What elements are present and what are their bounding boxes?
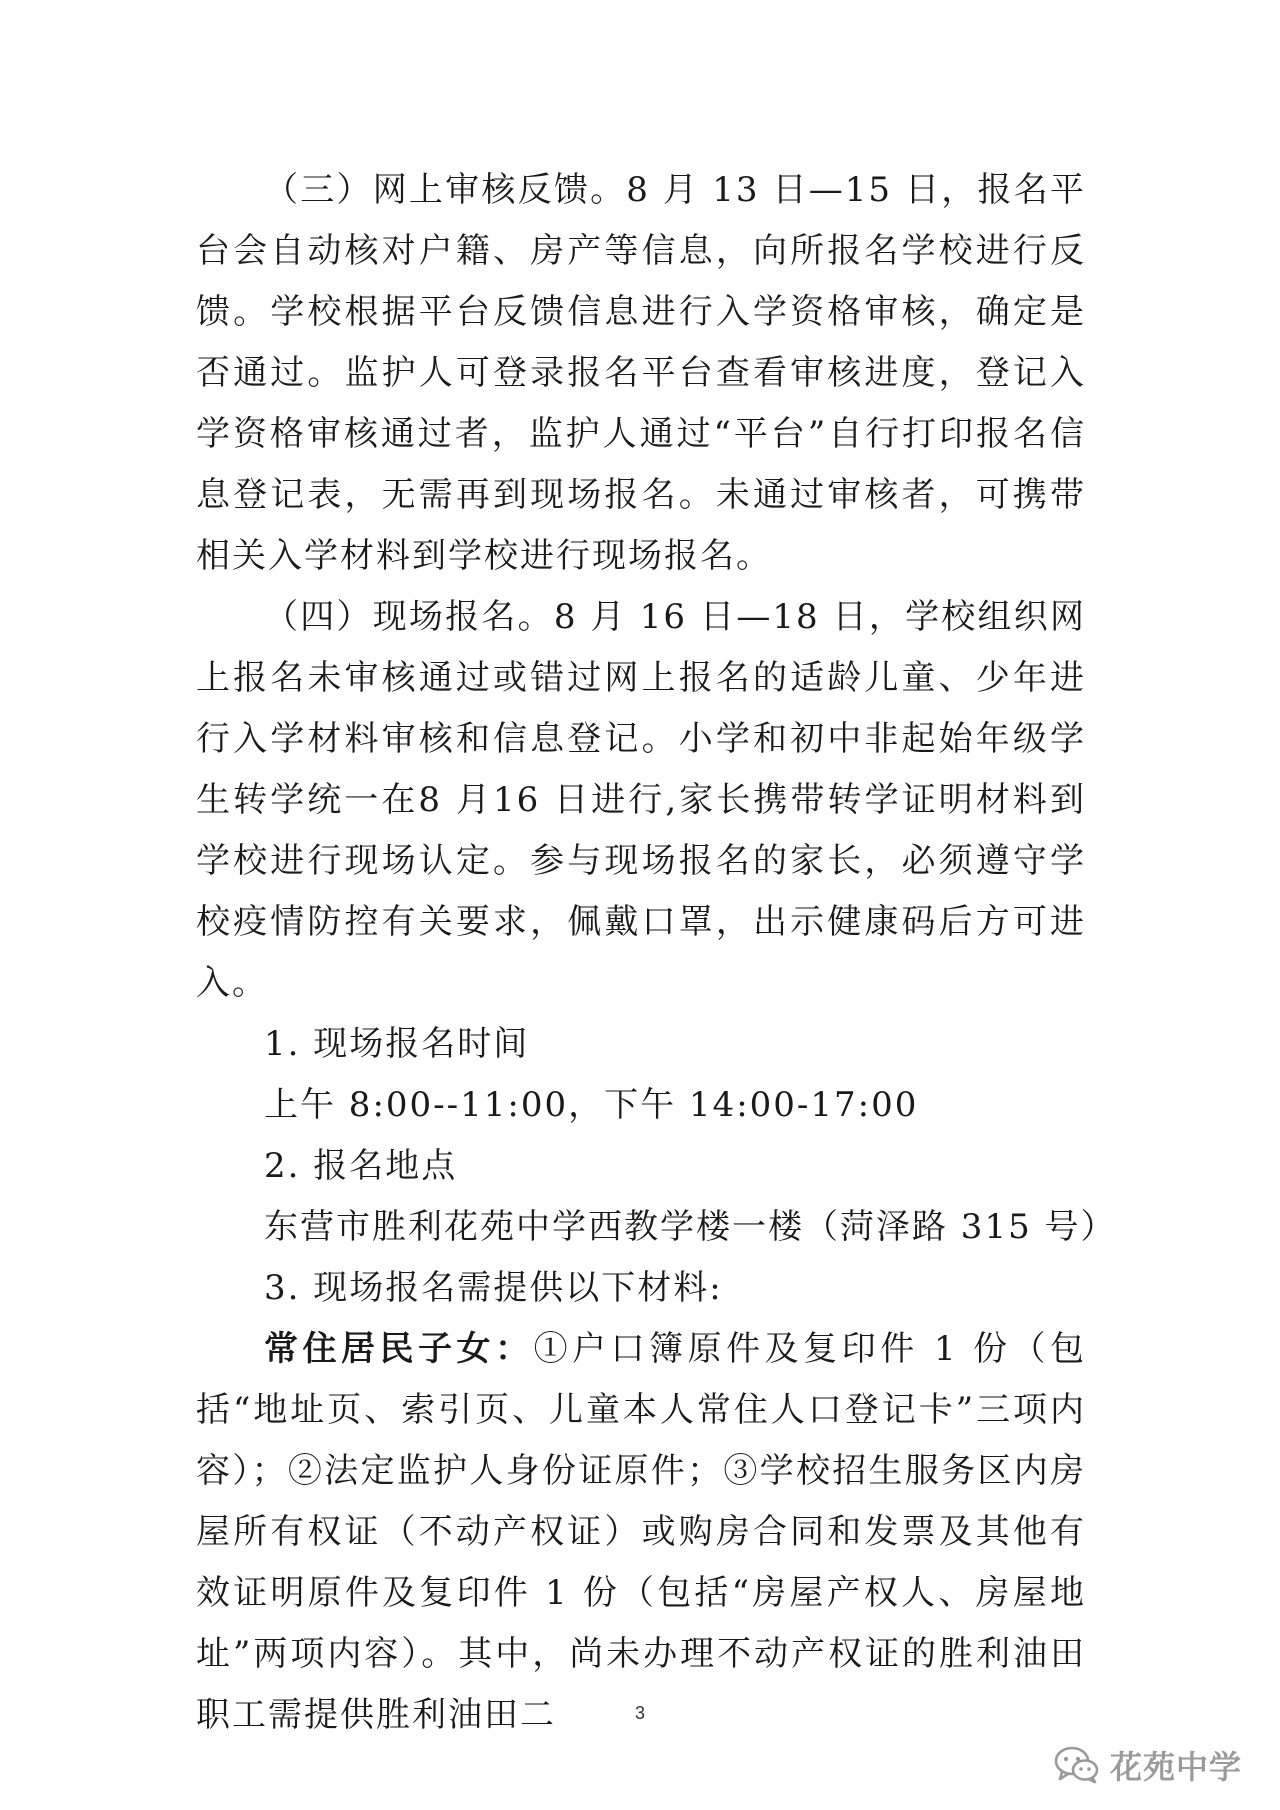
item-materials-heading: 3. 现场报名需提供以下材料: <box>264 1268 723 1308</box>
item-place-value: 东营市胜利花苑中学西教学楼一楼（菏泽路 315 号） <box>264 1207 1117 1247</box>
watermark <box>1054 1742 1242 1788</box>
page-number: 3 <box>634 1703 645 1723</box>
paragraph-online-review: （三）网上审核反馈。8 月 13 日—15 日，报名平台会自动核对户籍、房产等信息，向所报名学校进行反馈。学校根据平台反馈信息进行入学资格审核，确定是否通过。监护人可登录报名平台查看审核进度，登记入学资格审核通过者，监护人通过“平台”自行打印报名信息登记表，无需再到现场报名。未通过审核者，可携带相关入学材料到学校进行现场报名。 <box>196 170 1086 576</box>
item-place-heading: 2. 报名地点 <box>264 1146 458 1186</box>
item-time-value: 上午 8:00--11:00，下午 14:00-17:00 <box>264 1085 919 1125</box>
materials-lead: 常住居民子女： <box>264 1329 534 1369</box>
materials-body: ①户口簿原件及复印件 1 份（包括“地址页、索引页、儿童本人常住人口登记卡”三项内容）；②法定监护人身份证原件；③学校招生服务区内房屋所有权证（不动产权证）或购房合同和发票及其他有效证明原件及复印件 1 份（包括“房屋产权人、房屋地址”两项内容）。其中，尚未办理不动产权证的胜利油田职工需提供胜利油田二 <box>196 1329 1087 1735</box>
wechat-icon <box>1054 1745 1100 1785</box>
paragraph-materials <box>196 1319 1086 1746</box>
watermark-text: 花苑中学 <box>1109 1748 1242 1786</box>
paragraph-onsite-registration: （四）现场报名。8 月 16 日—18 日，学校组织网上报名未审核通过或错过网上报名的适龄儿童、少年进行入学材料审核和信息登记。小学和初中非起始年级学生转学统一在8 月16 日进行,家长携带转学证明材料到学校进行现场认定。参与现场报名的家长，必须遵守学校疫情防控有关要求，佩戴口罩，出示健康码后方可进入。 <box>196 597 1086 1003</box>
document-body <box>196 160 1117 1746</box>
item-time-heading: 1. 现场报名时间 <box>264 1024 530 1064</box>
